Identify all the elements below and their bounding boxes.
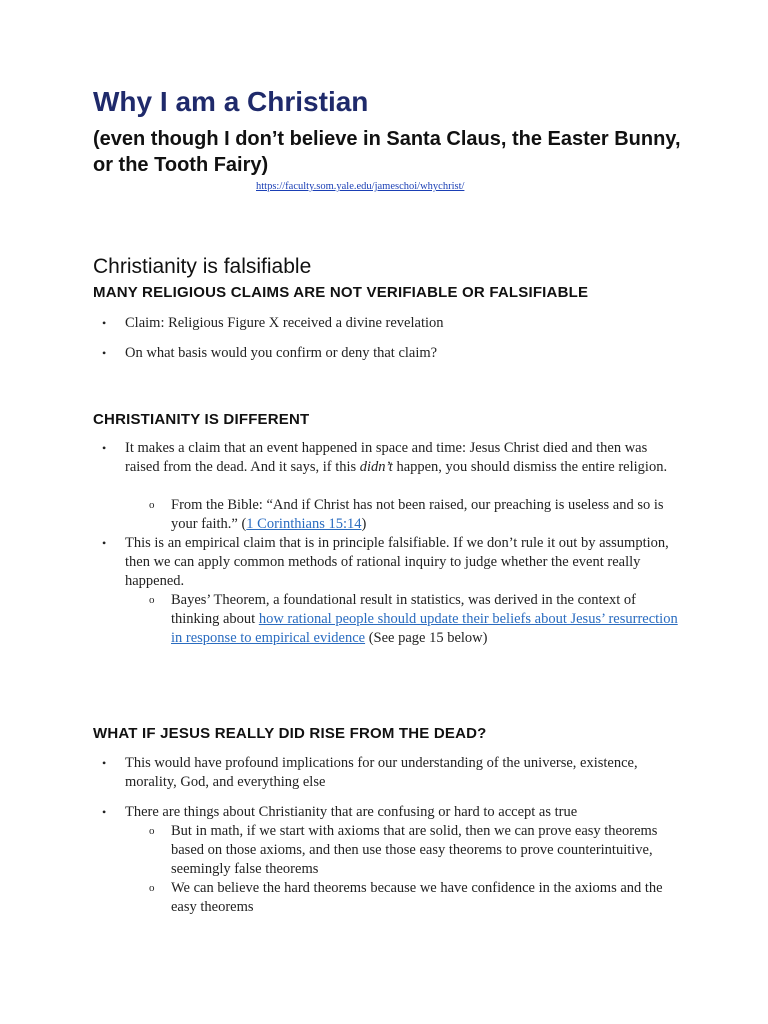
subheading-what-if-jesus-rose: WHAT IF JESUS REALLY DID RISE FROM THE DEAD?: [93, 725, 487, 742]
list-item-text: Claim: Religious Figure X received a divine revelation: [125, 315, 444, 331]
bullet-icon: •: [102, 441, 107, 455]
subheading-christianity-different: CHRISTIANITY IS DIFFERENT: [93, 411, 310, 428]
sub-list-item-text: Bayes’ Theorem, a foundational result in statistics, was derived in the context of thinking about: [171, 592, 636, 627]
sub-list-item: [149, 591, 681, 648]
sub-bullet-icon: o: [149, 594, 155, 606]
corinthians-link[interactable]: 1 Corinthians 15:14: [246, 516, 362, 532]
sub-list-item-text: But in math, if we start with axioms that are solid, then we can prove easy theorems based on those axioms, and then use those easy theorems to prove counterintuitive, seemingly false theorems: [171, 823, 658, 877]
list-item: [102, 314, 675, 333]
list-item-text: This would have profound implications for our understanding of the universe, existence, morality, God, and everything else: [125, 755, 638, 790]
sub-list-item: [149, 879, 681, 917]
bullet-icon: •: [102, 756, 107, 770]
sub-bullet-icon: o: [149, 825, 155, 837]
source-url-link[interactable]: https://faculty.som.yale.edu/jameschoi/whychrist/: [256, 181, 465, 192]
bullet-icon: •: [102, 346, 107, 360]
list-item-text-tail: happen, you should dismiss the entire religion.: [392, 459, 668, 475]
bullet-icon: •: [102, 536, 107, 550]
sub-list-item: [149, 496, 681, 534]
page-title: Why I am a Christian: [93, 86, 369, 117]
bullet-icon: •: [102, 316, 107, 330]
sub-list-item-text: We can believe the hard theorems because we have confidence in the axioms and the easy theorems: [171, 880, 663, 915]
list-item: [102, 534, 675, 591]
sub-list-item-text-tail: (See page 15 below): [365, 630, 488, 646]
emphasis-text: didn’t: [359, 459, 393, 475]
list-item: [102, 754, 675, 792]
sub-list-item-text-tail: ): [361, 516, 367, 532]
bayes-resurrection-link[interactable]: how rational people should update their beliefs about Jesus’ resurrection in response to empirical evidence: [171, 611, 678, 646]
list-item: [102, 803, 675, 822]
subheading-not-verifiable: MANY RELIGIOUS CLAIMS ARE NOT VERIFIABLE OR FALSIFIABLE: [93, 284, 589, 301]
list-item-text: This is an empirical claim that is in principle falsifiable. If we don’t rule it out by assumption, then we can apply common methods of rational inquiry to judge whether the event really happened.: [125, 535, 669, 589]
sub-list-item-text: From the Bible: “And if Christ has not been raised, our preaching is useless and so is your faith.” (: [171, 497, 664, 532]
sub-bullet-icon: o: [149, 499, 155, 511]
list-item-text: It makes a claim that an event happened in space and time: Jesus Christ died and then was raised from the dead. And it says, if this: [125, 440, 648, 475]
sub-bullet-icon: o: [149, 882, 155, 894]
bullet-icon: •: [102, 805, 107, 819]
sub-list-item: [149, 822, 681, 879]
list-item: [102, 344, 675, 363]
list-item-text: On what basis would you confirm or deny that claim?: [125, 345, 438, 361]
list-item-text: There are things about Christianity that are confusing or hard to accept as true: [125, 804, 578, 820]
section-heading-falsifiable: Christianity is falsifiable: [93, 255, 312, 278]
list-item: [102, 439, 675, 477]
page-subtitle: (even though I don’t believe in Santa Claus, the Easter Bunny, or the Tooth Fairy): [93, 128, 681, 176]
